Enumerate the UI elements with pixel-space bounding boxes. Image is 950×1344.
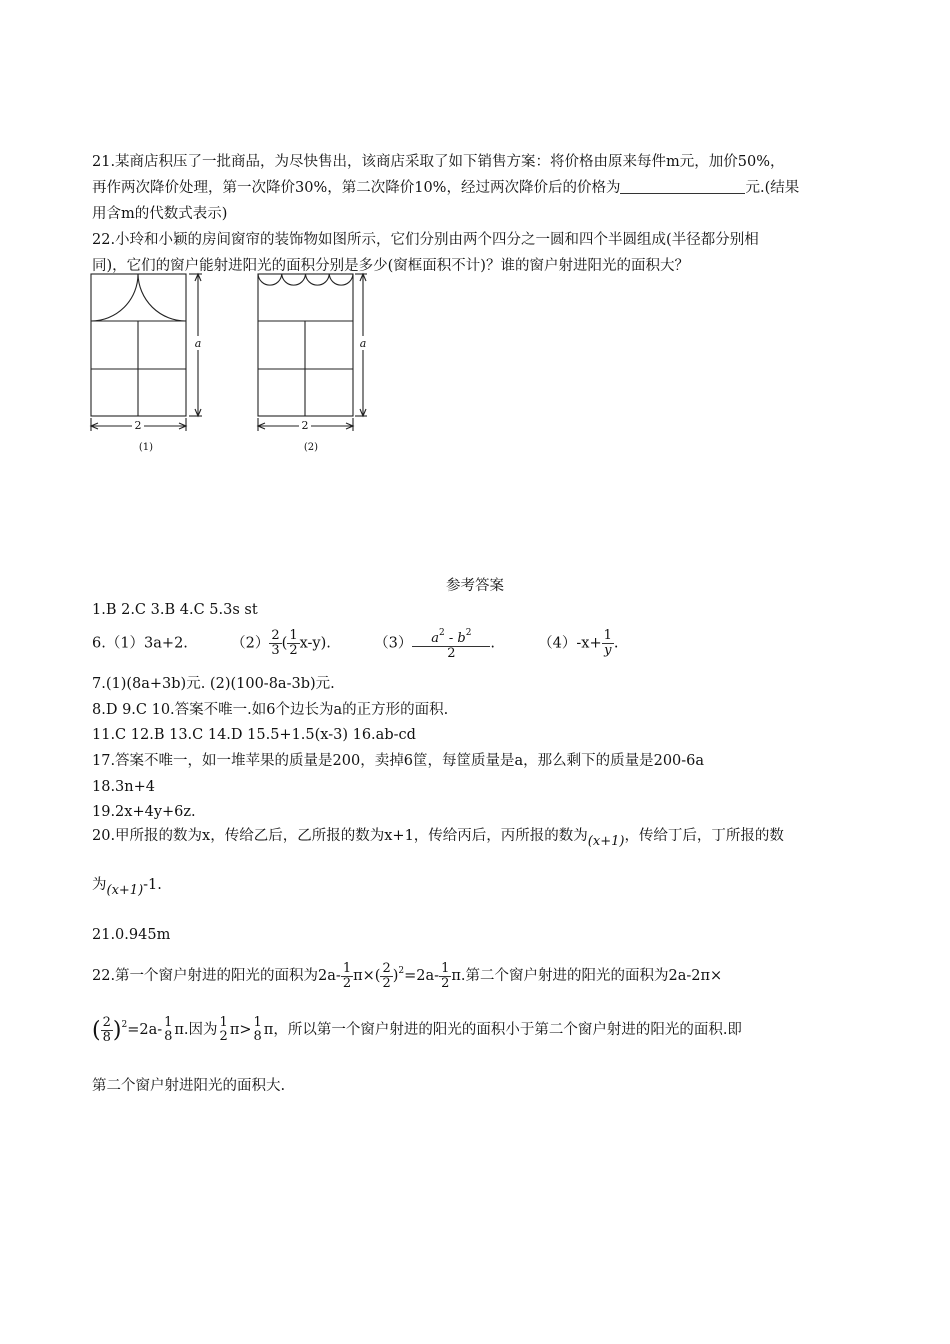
q21-line1: 21.某商店积压了一批商品，为尽快售出，该商店采取了如下销售方案：将价格由原来每件m元，加价50%，	[92, 154, 785, 170]
answer-17: 17.答案不唯一，如一堆苹果的质量是200，卖掉6筐，每筐质量是a，那么剩下的质量是200-6a	[92, 753, 705, 769]
answer-20-line1: 20.甲所报的数为x，传给乙后，乙所报的数为x+1，传给丙后，丙所报的数为(x+1)，传给丁后，丁所报的数	[92, 828, 784, 849]
q21-text: 再作两次降价处理，第一次降价30%，第二次降价10%，经过两次降价后的价格为	[92, 180, 621, 196]
answer-1-5: 1.B 2.C 3.B 4.C 5.3s st	[92, 602, 258, 618]
fraction: 1 2	[219, 1015, 228, 1044]
semicircle-1	[258, 274, 282, 285]
fraction: $\frac{2}{2}$	[382, 960, 391, 991]
answer-22-line1: 22.第一个窗户射进的阳光的面积为2a- $\frac{1}{2}$ π×( $\frac{2}{2}$ )$^2$=2a- $\frac{1}{2}$ π.第二个窗户射进的阳光的面积为2a-2π×	[92, 960, 723, 991]
answer-20-line2: 为(x+1)-1.	[92, 877, 162, 898]
answer-blank	[620, 179, 745, 194]
fraction: 1 8	[164, 1015, 173, 1044]
answer-6-part2-label: （2）	[231, 635, 270, 652]
answer-6: 6.（1）3a+2. （2） $\frac{2}{3}$ ( $\frac{1}{2}$ x-y). （3） $\frac{a^2 - b^2}{2}$ . （4）-x+ $\frac{1}{y}$ .	[92, 628, 619, 661]
fraction: $\frac{1}{2}$	[441, 960, 450, 991]
fig2-height-label: a	[359, 337, 367, 350]
fraction: $\frac{1}{2}$	[342, 960, 352, 991]
answer-22-line2: ( $\frac{2}{8}$ )$^2$=2a- 1 8 π.因为 1 2 π> 1 8 π，所以第一个窗户射进的阳光的面积小于第二个窗户射进的阳光的面积.即	[92, 1014, 742, 1045]
semicircle-4	[329, 274, 353, 285]
fraction: $\frac{2}{8}$	[102, 1014, 111, 1045]
fig1-caption: (1)	[138, 442, 154, 453]
q21-line3: 用含m的代数式表示)	[92, 206, 228, 222]
answer-21: 21.0.945m	[92, 927, 171, 943]
window-figure-2	[258, 274, 367, 431]
fig2-width-label: 2	[301, 419, 309, 432]
answer-8-10: 8.D 9.C 10.答案不唯一.如6个边长为a的正方形的面积.	[92, 702, 449, 718]
q21-line2	[92, 178, 799, 198]
answer-6-part4-label: （4）-x+	[538, 635, 602, 652]
answer-6-part1: 6.（1）3a+2.	[92, 635, 188, 652]
answer-6-part3-label: （3）	[374, 635, 413, 652]
answer-7: 7.(1)(8a+3b)元. (2)(100-8a-3b)元.	[92, 676, 335, 692]
answer-19: 19.2x+4y+6z.	[92, 804, 196, 820]
fraction: $\frac{1}{2}$	[289, 628, 298, 658]
answer-18: 18.3n+4	[92, 779, 155, 795]
fraction: $\frac{2}{3}$	[271, 628, 280, 658]
fig1-width-label: 2	[134, 419, 142, 432]
q22-line1: 22.小玲和小颖的房间窗帘的装饰物如图所示，它们分别由两个四分之一圆和四个半圆组成(半径都分别相	[92, 232, 759, 248]
quarter-circle-left	[91, 274, 138, 321]
fig2-caption: (2)	[303, 442, 319, 453]
semicircle-2	[282, 274, 306, 285]
expression-x-plus-1: (x+1)	[106, 883, 144, 898]
fraction-a2-b2: $\frac{a^2 - b^2}{2}$	[412, 626, 490, 661]
q22-line2: 同)，它们的窗户能射进阳光的面积分别是多少(窗框面积不计)？谁的窗户射进阳光的面积大？	[92, 258, 689, 274]
answers-title: 参考答案	[446, 578, 504, 594]
expression-x-plus-1: (x+1)	[587, 834, 625, 849]
answer-11-16: 11.C 12.B 13.C 14.D 15.5+1.5(x-3) 16.ab-cd	[92, 727, 416, 743]
answer-22-line3: 第二个窗户射进阳光的面积大.	[92, 1078, 286, 1094]
fraction: 1 8	[253, 1015, 262, 1044]
window-figure-1	[91, 274, 202, 431]
fraction-1-y: $\frac{1}{y}$	[603, 628, 612, 658]
fig1-height-label: a	[194, 337, 202, 350]
window-figures	[86, 268, 386, 456]
quarter-circle-right	[138, 274, 186, 321]
semicircle-3	[306, 274, 330, 285]
q21-text-end: 元.(结果	[745, 180, 800, 196]
